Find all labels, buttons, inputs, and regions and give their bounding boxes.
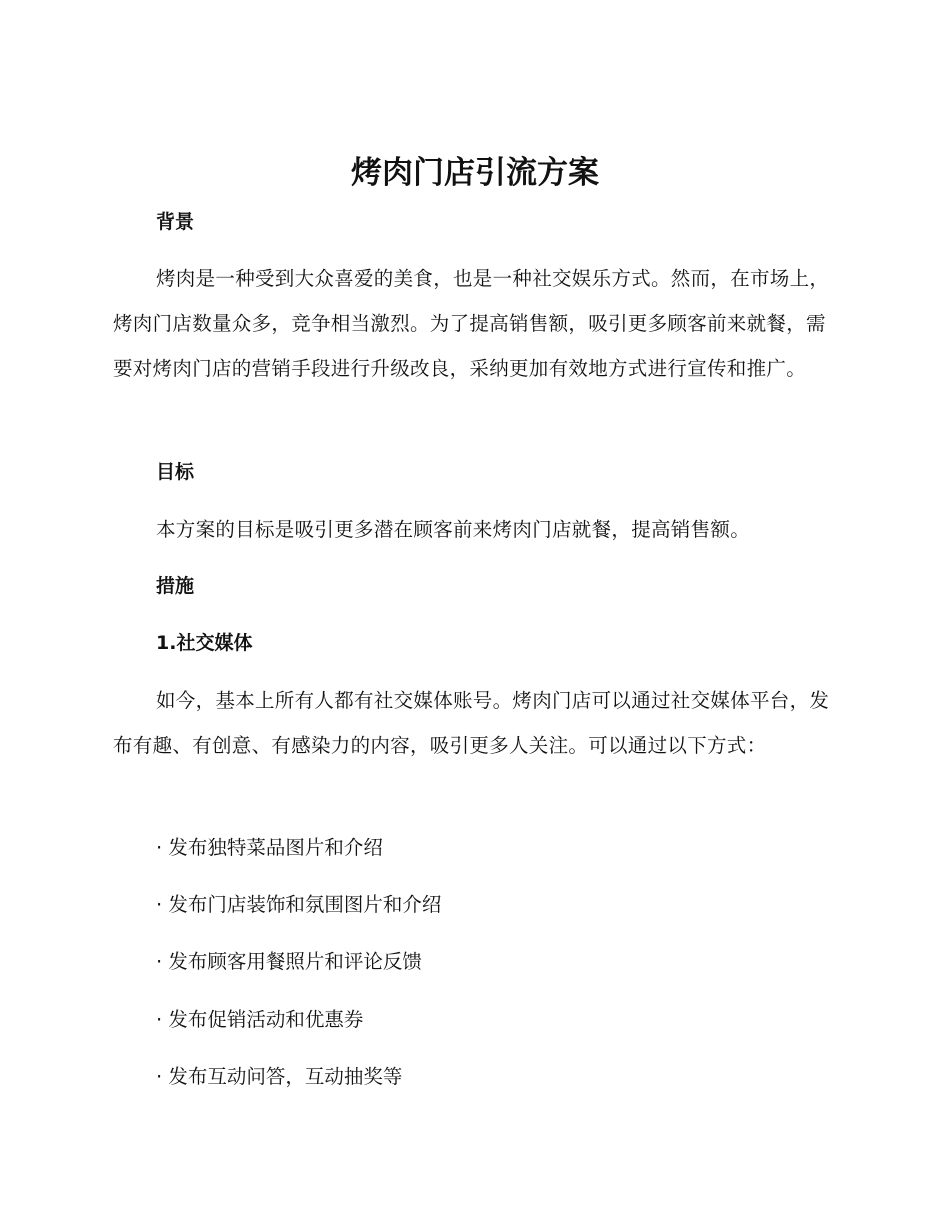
section-heading-measures: 措施 [156, 575, 195, 597]
list-item: · 发布独特菜品图片和介绍 [156, 836, 383, 859]
document-title: 烤肉门店引流方案 [351, 155, 599, 191]
list-item: · 发布门店装饰和氛围图片和介绍 [156, 893, 442, 916]
social-media-paragraph: 如今，基本上所有人都有社交媒体账号。烤肉门店可以通过社交媒体平台，发布有趣、有创意、有感染力的内容，吸引更多人关注。可以通过以下方式： [113, 689, 830, 757]
background-paragraph: 烤肉是一种受到大众喜爱的美食，也是一种社交娱乐方式。然而，在市场上，烤肉门店数量众多，竞争相当激烈。为了提高销售额，吸引更多顾客前来就餐，需要对烤肉门店的营销手段进行升级改良，采纳更加有效地方式进行宣传和推广。 [113, 267, 830, 380]
section-heading-goal: 目标 [156, 461, 195, 483]
list-item: · 发布促销活动和优惠券 [156, 1008, 364, 1031]
subsection-heading-social-media: 1.社交媒体 [156, 632, 253, 654]
section-heading-background: 背景 [156, 211, 195, 233]
goal-paragraph: 本方案的目标是吸引更多潜在顾客前来烤肉门店就餐，提高销售额。 [156, 518, 751, 541]
list-item: · 发布顾客用餐照片和评论反馈 [156, 950, 422, 973]
list-item: · 发布互动问答，互动抽奖等 [156, 1065, 403, 1088]
